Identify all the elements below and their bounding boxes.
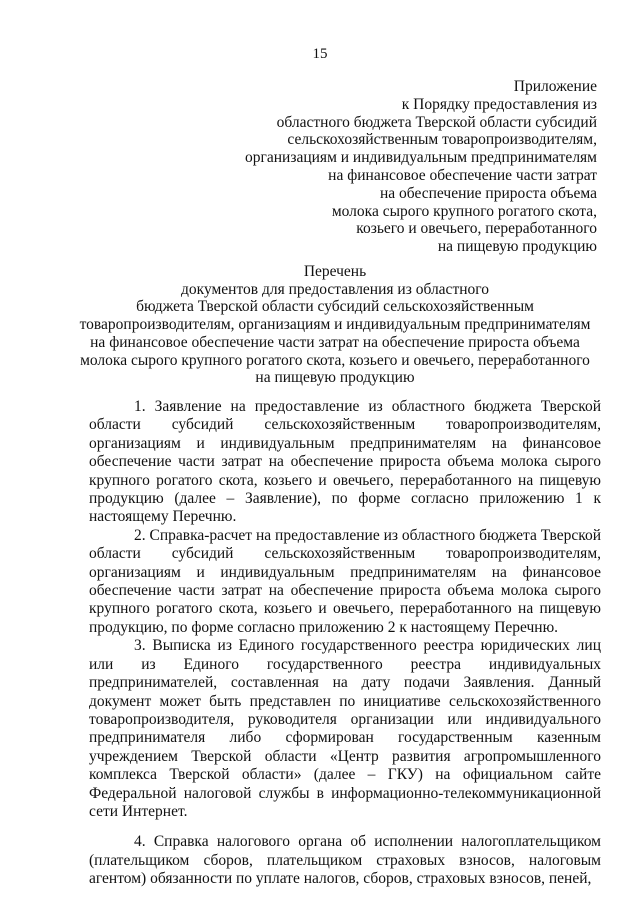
- appendix-line: на пищевую продукцию: [437, 238, 597, 256]
- title-line: молока сырого крупного рогатого скота, козьего и овечьего, переработанного: [80, 351, 590, 369]
- title-line: документов для предоставления из областного: [181, 280, 489, 298]
- title-line: на финансовое обеспечение части затрат на обеспечение прироста объема: [90, 333, 580, 351]
- list-item-paragraph: 2. Справка-расчет на предоставление из областного бюджета Тверской области субсидий сельскохозяйственным товаропроизводителям, организациям и индивидуальным предпринимателям на финансовое обеспечение части затрат на обеспечение прироста объема молока сырого крупного рогатого скота, козьего и овечьего, переработанного на пищевую продукцию, по форме согласно приложению 2 к настоящему Перечню.: [89, 526, 601, 636]
- page-number: 15: [312, 46, 328, 62]
- list-item-paragraph: 3. Выписка из Единого государственного реестра юридических лиц или из Единого государственного реестра индивидуальных предпринимателей, составленная на дату подачи Заявления. Данный документ может быть представлен по инициативе сельскохозяйственного товаропроизводителя, руководителя организации или индивидуального предпринимателя либо сформирован государственным казенным учреждением Тверской области «Центр развития агропромышленного комплекса Тверской области» (далее – ГКУ) на официальном сайте Федеральной налоговой службы в информационно-телекоммуникационной сети Интернет.: [89, 637, 601, 820]
- appendix-line: на финансовое обеспечение части затрат: [328, 166, 597, 184]
- title-line: на пищевую продукцию: [255, 369, 415, 387]
- document-title: Перечень: [303, 263, 367, 280]
- document-body: [89, 398, 601, 889]
- appendix-line: организациям и индивидуальным предпринимателям: [245, 149, 597, 167]
- title-line: бюджета Тверской области субсидий сельскохозяйственным: [136, 298, 534, 316]
- list-item-paragraph: 1. Заявление на предоставление из областного бюджета Тверской области субсидий сельскохозяйственным товаропроизводителям, организациям и индивидуальным предпринимателям на финансовое обеспечение части затрат на обеспечение прироста объема молока сырого крупного рогатого скота, козьего и овечьего, переработанного на пищевую продукцию (далее – Заявление), по форме согласно приложению 1 к настоящему Перечню.: [89, 398, 601, 526]
- appendix-line: областного бюджета Тверской области субсидий: [276, 113, 597, 131]
- title-line: товаропроизводителям, организациям и индивидуальным предпринимателям: [79, 316, 591, 334]
- document-title-block: [60, 263, 610, 387]
- appendix-line: молока сырого крупного рогатого скота,: [331, 202, 597, 220]
- appendix-line: Приложение: [513, 78, 597, 95]
- list-item-paragraph: 4. Справка налогового органа об исполнении налогоплательщиком (плательщиком сборов, плательщиком страховых взносов, налоговым агентом) обязанности по уплате налогов, сборов, страховых взносов, пеней,: [89, 833, 601, 888]
- appendix-line: сельскохозяйственным товаропроизводителям,: [287, 131, 597, 149]
- appendix-block: [197, 78, 597, 256]
- appendix-line: козьего и овечьего, переработанного: [356, 220, 597, 238]
- appendix-line: на обеспечение прироста объема: [380, 184, 597, 202]
- appendix-line: к Порядку предоставления из: [401, 95, 597, 113]
